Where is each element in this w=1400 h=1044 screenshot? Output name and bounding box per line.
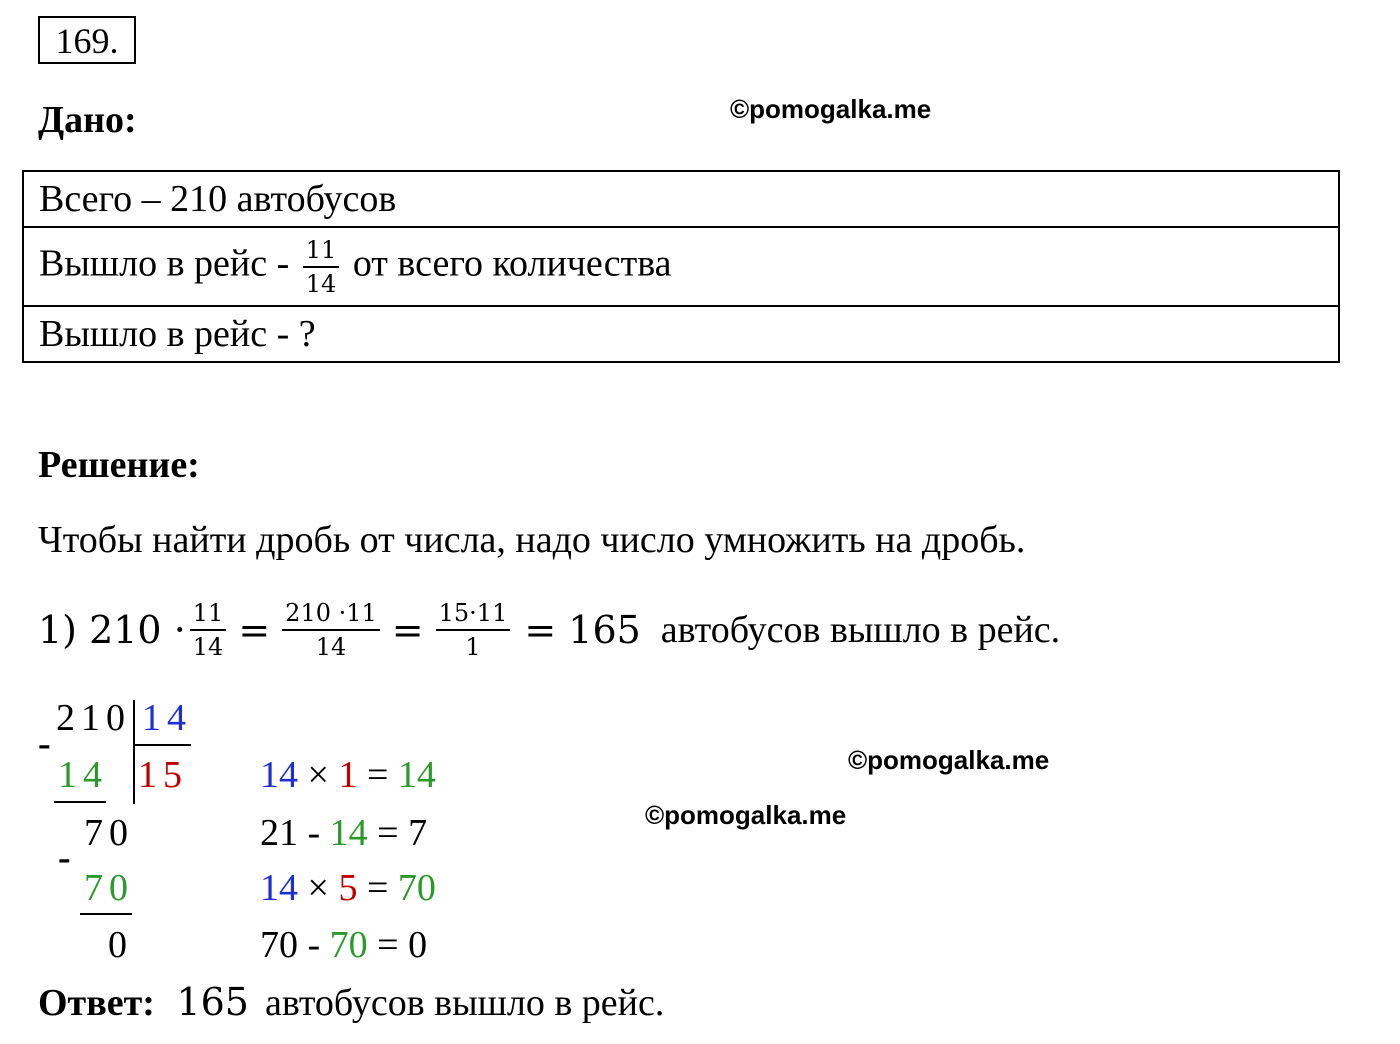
division-quotient: [138, 753, 188, 797]
exp3-c: 70: [397, 867, 436, 909]
division-subtrahend-1: 14: [58, 754, 108, 796]
calc-equals-1: =: [238, 608, 271, 652]
solution-heading: Решение:: [38, 444, 200, 486]
calc-fraction-2-num: 210 ·11: [282, 601, 380, 631]
given-fraction-numerator: 11: [303, 238, 340, 268]
given-row-went: [23, 227, 1339, 306]
given-went-suffix: от всего количества: [352, 242, 672, 285]
division-minus-2: -: [58, 837, 71, 879]
exp4-b: 70: [329, 924, 368, 966]
given-question-cell: Вышло в рейс - ?: [23, 306, 1339, 362]
division-divisor: 14: [142, 697, 192, 739]
answer-text: автобусов вышло в рейс.: [264, 982, 665, 1024]
exp1-b: 1: [338, 754, 358, 796]
division-remainder-1: 70: [84, 812, 134, 854]
rule-text: Чтобы найти дробь от числа, надо число умножить на дробь.: [38, 519, 1026, 561]
watermark-lower: ©pomogalka.me: [645, 800, 847, 830]
given-fraction-denominator: 14: [305, 269, 337, 298]
given-row-total: [23, 171, 1339, 227]
given-fraction: [303, 235, 340, 298]
exp2-eq: = 7: [377, 812, 428, 854]
division-dividend: 210: [56, 697, 131, 739]
answer-line: [38, 980, 664, 1025]
calculation-line: [38, 594, 1060, 666]
quotient-digit-1: 1: [138, 754, 163, 796]
calc-suffix: автобусов вышло в рейс.: [660, 609, 1061, 651]
calc-fraction-2-den: 14: [315, 633, 347, 661]
exp4-a: 70 -: [260, 924, 321, 966]
exp2-a: 21 -: [260, 812, 321, 854]
answer-label: Ответ:: [38, 982, 155, 1024]
calc-equals-2: =: [391, 608, 424, 652]
exp1-a: 14: [260, 754, 298, 796]
division-underline-1: [54, 801, 106, 803]
calc-fraction-1: [190, 601, 227, 659]
exp1-eq: =: [366, 754, 389, 796]
given-heading: Дано:: [38, 99, 137, 141]
division-minus-1: -: [38, 723, 51, 765]
quotient-digit-5: 5: [163, 754, 188, 796]
exp1-c: 14: [397, 754, 436, 796]
watermark-middle: ©pomogalka.me: [848, 745, 1050, 775]
exp3-op: ×: [307, 867, 329, 909]
calc-fraction-2: [282, 601, 380, 659]
explanation-line-3: [260, 866, 436, 910]
answer-value: 165: [176, 980, 249, 1024]
calc-fraction-1-num: 11: [190, 601, 227, 631]
calc-fraction-1-den: 14: [192, 633, 224, 661]
division-remainder-final: 0: [108, 924, 133, 966]
exp3-a: 14: [260, 867, 298, 909]
given-total-cell: Всего – 210 автобусов: [23, 171, 1339, 227]
given-row-question: [23, 306, 1339, 362]
explanation-line-4: [260, 923, 427, 967]
calc-fraction-3-den: 1: [465, 633, 481, 661]
division-vertical-bar: [133, 700, 135, 804]
exp2-b: 14: [329, 812, 368, 854]
given-went-cell: [23, 227, 1339, 306]
given-table: [22, 170, 1340, 363]
calc-prefix: 1) 210 ·: [38, 608, 186, 652]
exp1-op: ×: [307, 754, 329, 796]
calc-fraction-3-num: 15·11: [436, 601, 511, 631]
division-underline-2: [80, 913, 132, 915]
explanation-line-2: [260, 811, 427, 855]
calc-fraction-3: [436, 601, 511, 659]
watermark-top: ©pomogalka.me: [730, 94, 932, 124]
exp3-eq: =: [366, 867, 389, 909]
division-divisor-underline: [135, 744, 191, 746]
division-subtrahend-2: 70: [84, 867, 134, 909]
given-went-prefix: Вышло в рейс -: [39, 242, 290, 285]
explanation-line-1: [260, 753, 436, 797]
problem-number: 169.: [38, 16, 136, 64]
exp4-eq: = 0: [377, 924, 428, 966]
exp3-b: 5: [338, 867, 358, 909]
calc-result: = 165: [524, 608, 641, 652]
